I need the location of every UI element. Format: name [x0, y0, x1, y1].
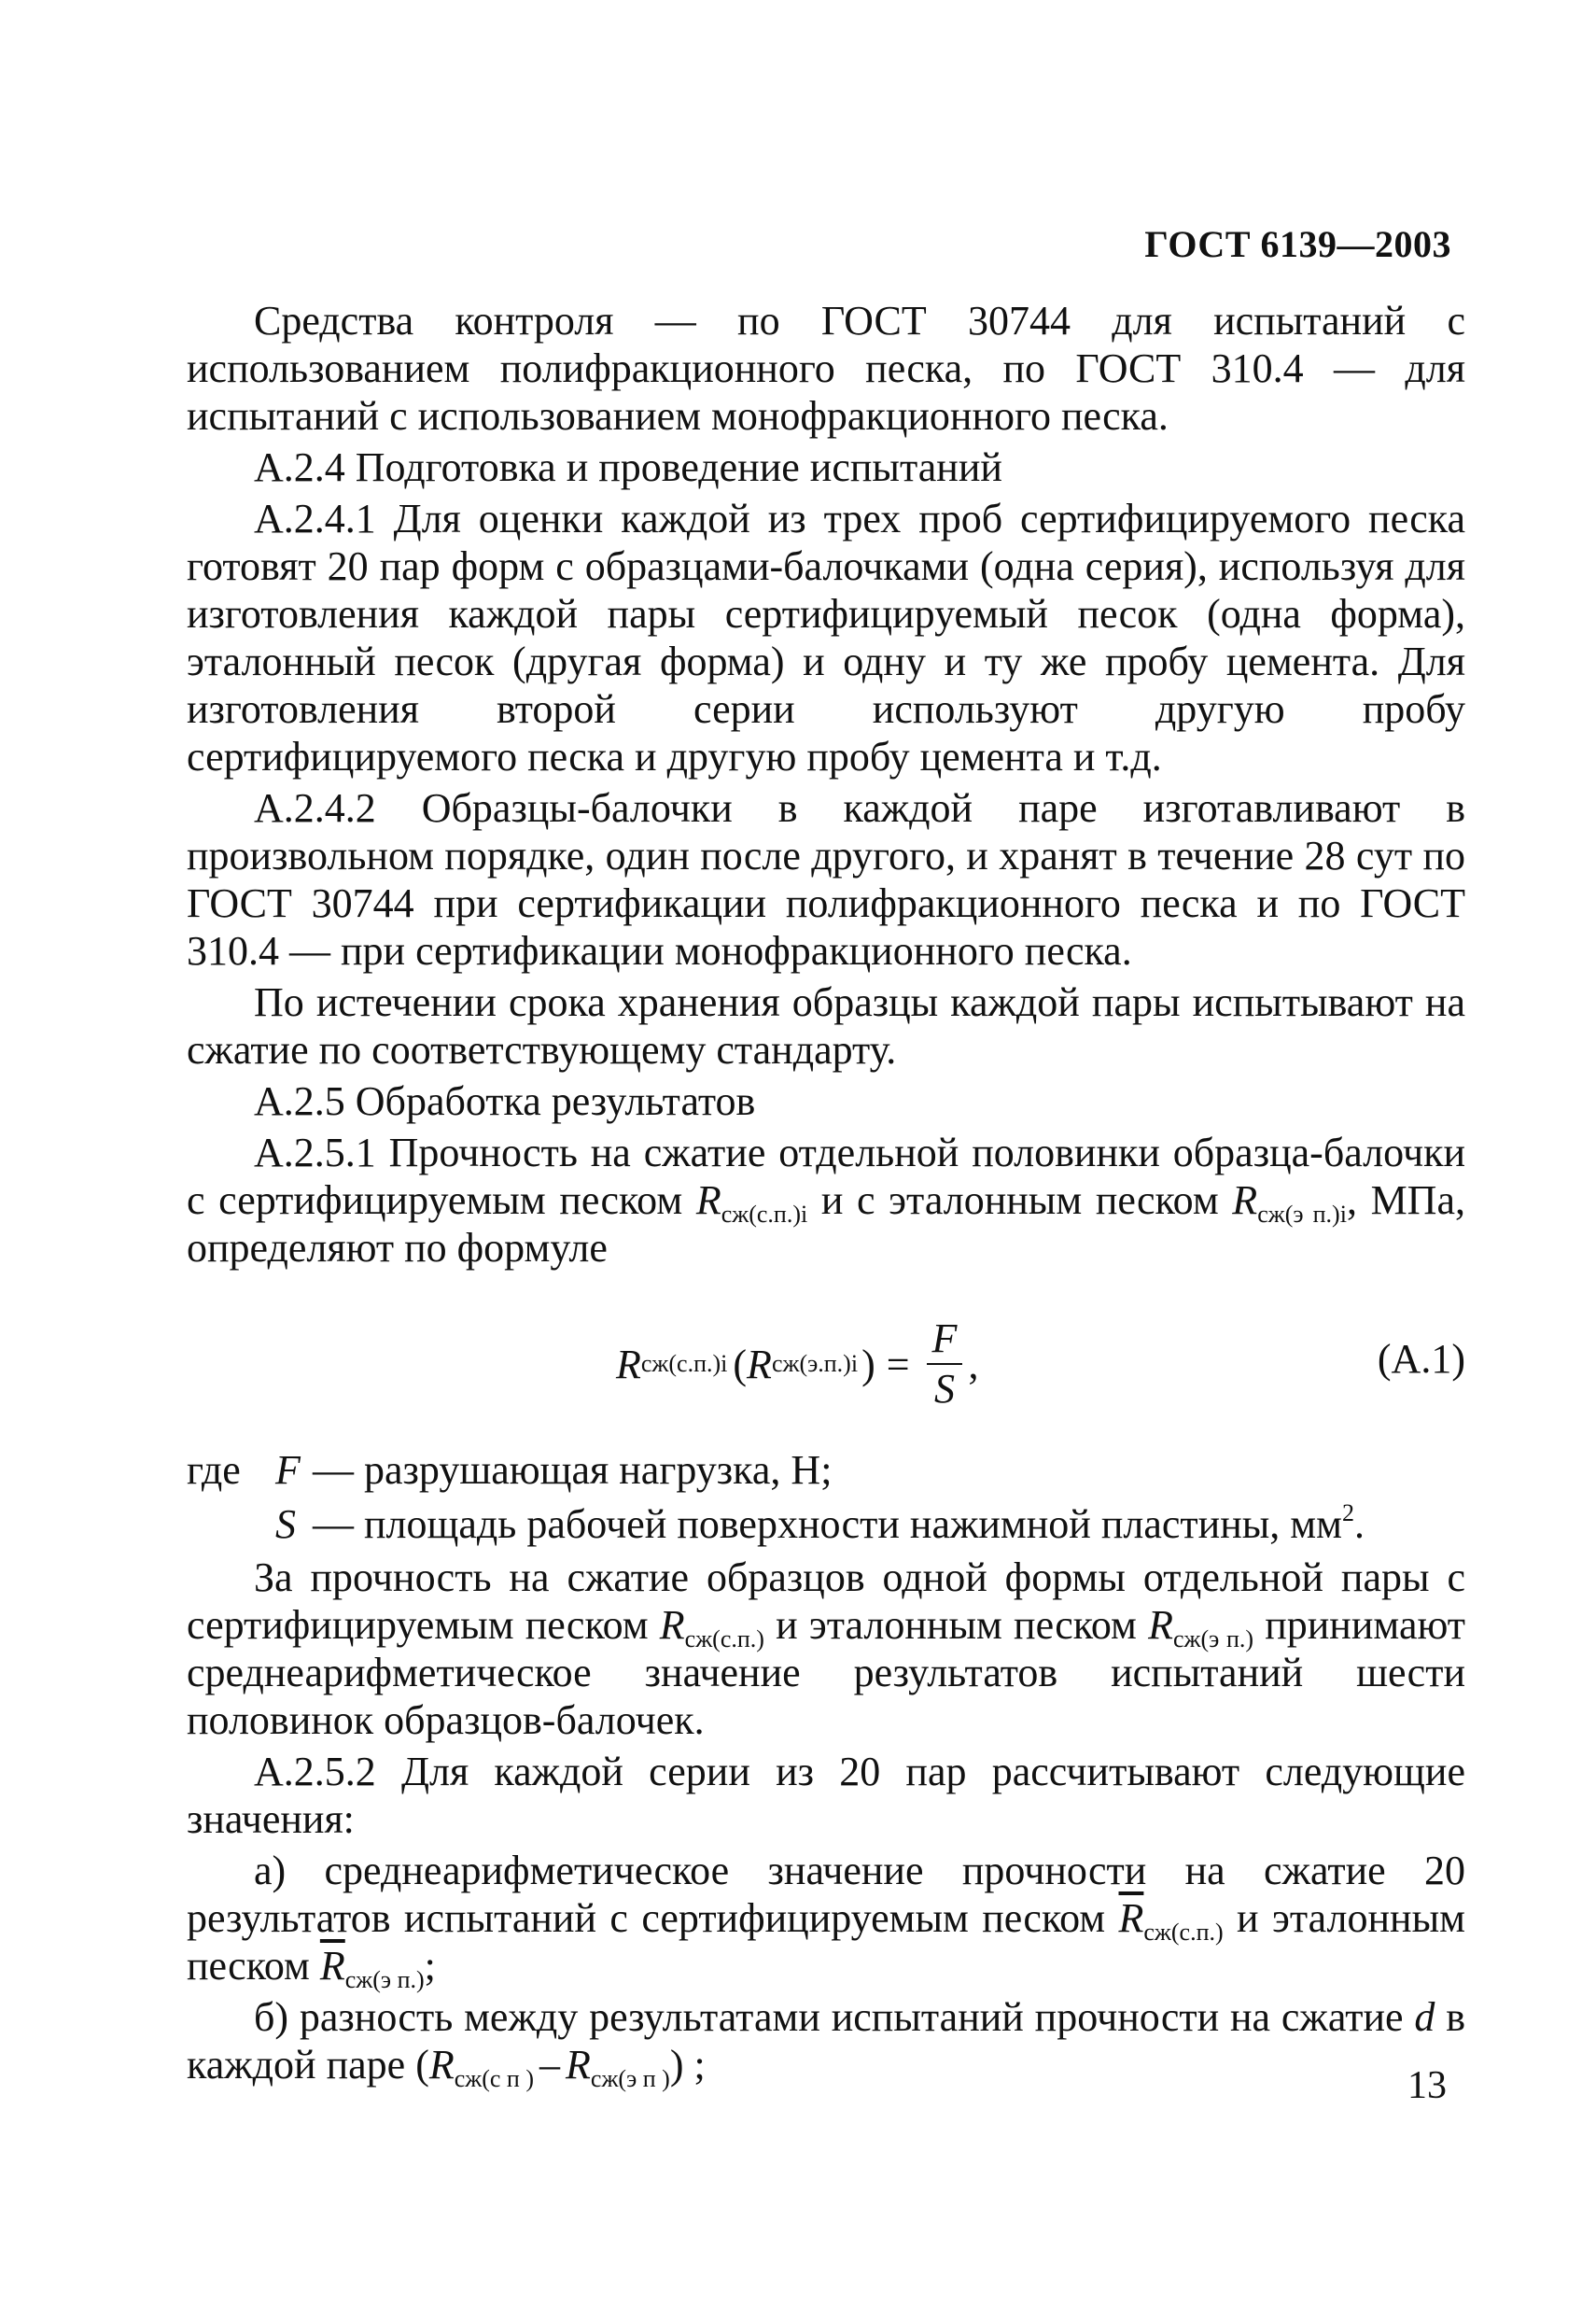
symbol-r: R	[1232, 1177, 1258, 1223]
section-heading-a-2-5: А.2.5 Обработка результатов	[254, 1078, 756, 1124]
body-text	[187, 297, 1465, 2092]
list-item-b: б) разность между результатами испытаний прочности на сжатие d в каждой паре $(R_{сж(с п )} - R_{сж(э п )})$ ;	[187, 1994, 1465, 2092]
where-description: — разрушающая нагрузка, Н;	[313, 1447, 833, 1493]
paragraph-a-2-4-2: А.2.4.2 Образцы-балочки в каждой паре изготавливают в произвольном порядке, один после другого, и хранят в течение 28 сут по ГОСТ 30744 при сертификации полифракционного песка и по ГОСТ 310.4 — при сертификации монофракционного песка.	[187, 785, 1465, 974]
formula-a-1	[187, 1296, 1465, 1436]
subscript: сж(э п.)i	[1257, 1201, 1347, 1228]
paragraph-control-means: Средства контроля — по ГОСТ 30744 для испытаний с использованием полифракционного песка, по ГОСТ 310.4 — для испытаний с использованием монофракционного песка.	[187, 298, 1465, 439]
paragraph-storage-test: По истечении срока хранения образцы каждой пары испытывают на сжатие по соответствующему стандарту.	[187, 979, 1465, 1073]
page-number: 13	[1407, 2064, 1447, 2107]
fraction: $\frac{F}{S}$	[927, 1315, 963, 1413]
list-item-a: а) среднеарифметическое значение прочности на сжатие 20 результатов испытаний с сертифицируемым песком $\overline{R}_{сж(с.п.)}$ и эталонным песком $\overline{R}_{сж(э п.)}$;	[187, 1848, 1466, 1993]
formula-expression: R сж(с.п.)i ( R сж(э.п.)i ) = $\frac{F}{S}$ ,	[616, 1315, 979, 1412]
paragraph-a-2-5-2: А.2.5.2 Для каждой серии из 20 пар рассчитывают следующие значения:	[187, 1749, 1465, 1842]
paragraph-a-2-5-1: А.2.5.1 Прочность на сжатие отдельной половинки образца-балочки с сертифицируемым песком $R_{сж(с.п.)i}$ и с эталонным песком $R_{сж(э п.)i}$, МПа, определяют по формуле	[187, 1130, 1465, 1271]
where-symbol: F	[275, 1447, 301, 1493]
subscript: сж(с.п.)i	[721, 1201, 808, 1228]
where-description: — площадь рабочей поверхности нажимной пластины, $мм^2$.	[313, 1499, 1365, 1547]
paragraph-strength-definition: За прочность на сжатие образцов одной формы отдельной пары с сертифицируемым песком $R_{сж(с.п.)}$ и эталонным песком $R_{сж(э п.)}$ принимают среднеарифметическое значение результатов испытаний шести половинок образцов-балочек.	[187, 1554, 1465, 1743]
section-heading-a-2-4: А.2.4 Подготовка и проведение испытаний	[254, 444, 1002, 490]
page-header: ГОСТ 6139—2003	[1144, 223, 1451, 265]
symbol-r: R	[695, 1177, 721, 1223]
paragraph-a-2-4-1: А.2.4.1 Для оценки каждой из трех проб сертифицируемого песка готовят 20 пар форм с образцами-балочками (одна серия), используя для изготовления каждой пары сертифицируемый песок (одна форма), эталонный песок (другая форма) и одну и ту же пробу цемента. Для изготовления второй серии используют другую пробу сертифицируемого песка и другую пробу цемента и т.д.	[187, 496, 1465, 780]
where-symbol: S	[275, 1501, 296, 1547]
where-clause-f	[187, 1445, 1465, 1496]
equation-number: (А.1)	[1377, 1336, 1465, 1382]
where-label: где	[187, 1447, 241, 1493]
where-clause-s	[187, 1499, 1465, 1550]
